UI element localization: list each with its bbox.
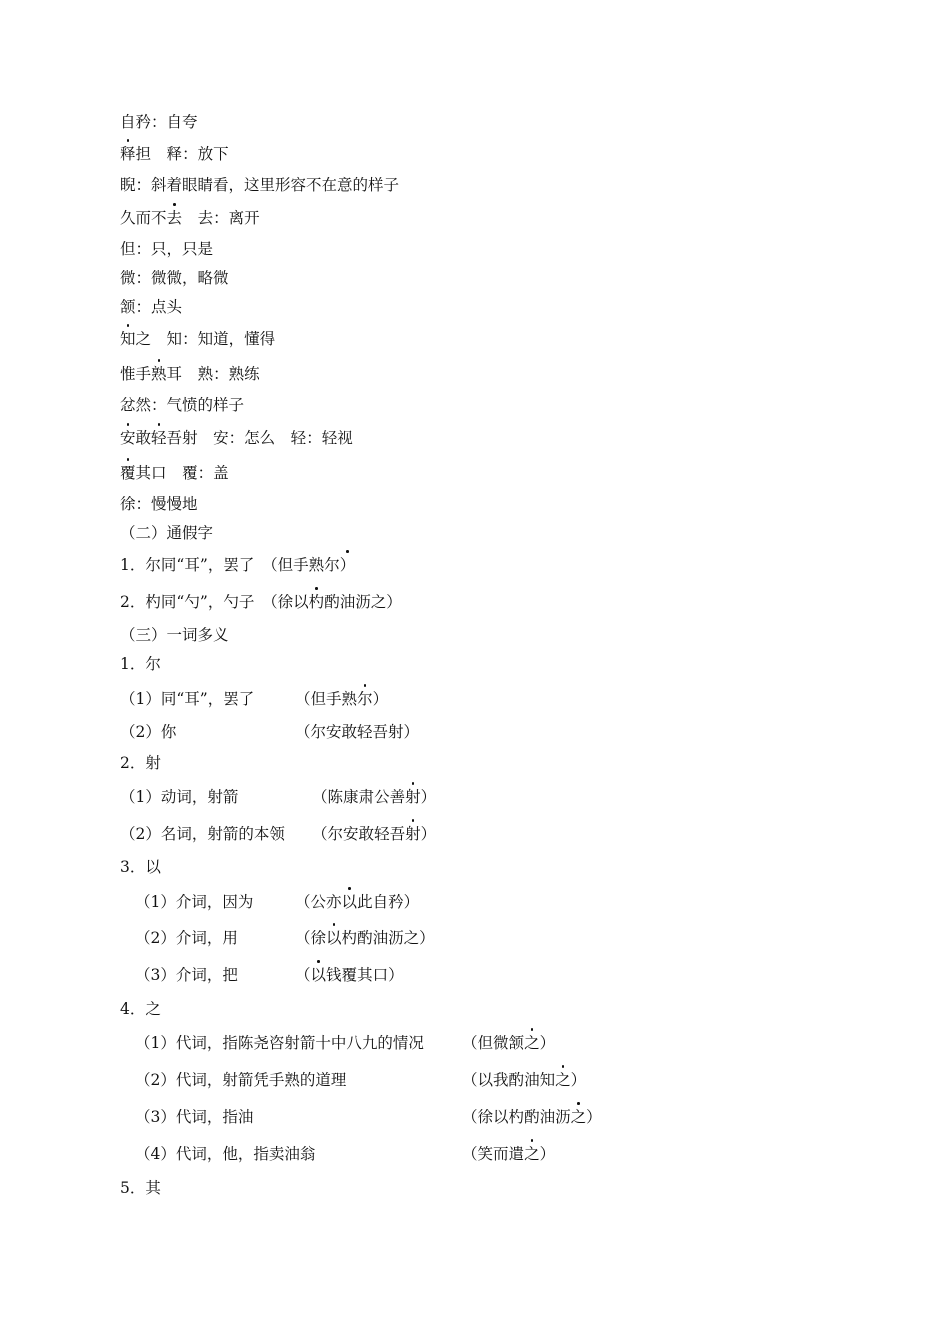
char: 知 [166,330,183,348]
char: （ [295,966,311,984]
char: 视 [337,429,353,447]
char: 子 [238,593,255,611]
emphasis-dot-char: 之 [555,1071,571,1089]
meaning-label: （3）代词，指油 [135,1108,254,1126]
emphasis-dot-char: 安 [120,429,136,447]
char: （ [462,1034,478,1052]
char: 盖 [213,464,229,482]
char: 徐 [277,593,294,611]
char: 徐 [477,1108,494,1126]
section-heading: （二）通假字 [120,524,214,542]
char: 杓 [508,1108,525,1126]
char: 油 [524,1071,540,1089]
char [167,464,183,482]
char: ， [207,556,224,574]
char: 善 [389,788,406,806]
emphasis-dot-char: 射 [405,788,421,806]
meaning-label: （1）动词，射箭 [120,788,239,806]
char: ） [386,593,402,611]
char: 但 [477,1034,494,1052]
char [151,145,167,163]
char: 而 [135,209,152,227]
emphasis-dot-char: 射 [405,825,421,843]
polysemy-word: 3．以 [120,858,161,876]
example-quote [295,689,388,709]
vocab-line: 睨：斜着眼睛看，这里形容不在意的样子 [120,176,400,194]
char: 但 [277,556,294,574]
char: （ [462,1071,478,1089]
char: 油 [339,593,356,611]
emphasis-dot-char: 之 [570,1108,587,1126]
char: ： [182,330,198,348]
char: （ [295,929,311,947]
char: 之 [370,593,387,611]
char: 手 [326,690,342,708]
char: 钱 [326,966,342,984]
char: 怎 [244,429,260,447]
char: 手 [293,556,309,574]
char: “ [176,556,185,574]
char: 公 [374,788,390,806]
char: 练 [244,365,260,383]
char: 惟 [120,365,136,383]
example-quote: （尔安敢轻吾射） [295,723,420,741]
vocab-line: 微：微微，略微 [120,269,229,287]
char: 肃 [358,788,375,806]
char: 酌 [524,1108,540,1126]
char: 此 [357,893,373,911]
char: 油 [372,929,389,947]
vocab-line: 但：只，只是 [120,240,214,258]
char: 久 [120,209,136,227]
meaning-label: （2）代词，射箭凭手熟的道理 [135,1071,347,1089]
meaning-label: （4）代词，他，指卖油翁 [135,1145,316,1163]
char: 知 [539,1071,556,1089]
char: 油 [539,1108,556,1126]
example-quote [462,1107,602,1127]
section-heading: （三）一词多义 [120,626,229,644]
emphasis-dot-char: 知 [120,330,136,348]
char: 轻 [374,825,390,843]
char: ． [129,556,146,574]
emphasis-dot-char: 之 [524,1034,540,1052]
char: 下 [213,145,229,163]
char: 了 [238,556,255,574]
example-quote [295,928,435,948]
char: 得 [259,330,276,348]
char: 徐 [310,929,327,947]
char: 微 [493,1034,509,1052]
polysemy-word: 2．射 [120,754,161,772]
char [151,330,167,348]
char: ： [182,145,198,163]
char: 熟 [341,690,358,708]
char: 熟 [308,556,325,574]
char: 么 [259,429,276,447]
char: 射 [182,429,198,447]
char: ， [228,330,245,348]
char: 敢 [358,825,375,843]
char: 离 [228,209,245,227]
char: 释 [166,145,183,163]
char: 杓 [341,929,358,947]
meaning-label: （2）你 [120,723,177,741]
char: 熟 [197,365,214,383]
char: 罢 [223,556,239,574]
char: 去 [197,209,214,227]
example-quote [462,1144,555,1164]
example-quote [462,1070,586,1090]
char: 遣 [508,1145,525,1163]
polysemy-word: 5．其 [120,1179,161,1197]
vocab-line: 颔：点头 [120,298,183,316]
char: “ [176,593,185,611]
char: 放 [197,145,214,163]
meaning-label: （1）代词，指陈尧咨射箭十中八九的情况 [135,1034,424,1052]
char: （ [462,1145,478,1163]
char: 以 [493,1108,509,1126]
char: 覆 [182,464,198,482]
meaning-label: （2）名词，射箭的本领 [120,825,285,843]
char: 熟 [228,365,245,383]
char: 尔 [324,556,340,574]
char: 矜 [388,893,404,911]
meaning-label: （1）同“耳”，罢了 [120,690,255,708]
char: 吾 [166,429,183,447]
char: 懂 [244,330,260,348]
char: 轻 [321,429,338,447]
char: 公 [310,893,327,911]
char: 手 [135,365,152,383]
char: 勺 [223,593,239,611]
meaning-label: （3）介词，把 [135,966,238,984]
char: ） [539,1145,556,1163]
char: 勺 [184,593,200,611]
char: 但 [310,690,327,708]
vocab-line [120,208,260,228]
char: 酌 [508,1071,525,1089]
char: 之 [135,330,152,348]
char: ） [420,825,437,843]
char: ： [306,429,322,447]
char: 2 [120,593,130,611]
char: 尔 [327,825,344,843]
char: 耳 [166,365,183,383]
char: ” [199,556,208,574]
char: （ [462,1108,478,1126]
char: 同 [160,593,177,611]
char: 耳 [184,556,200,574]
char: 同 [160,556,177,574]
char: （ [295,893,311,911]
char: 口 [372,966,389,984]
char: （ [269,556,278,574]
char [198,429,214,447]
char: ） [403,893,420,911]
char: 敢 [135,429,152,447]
char: ： [213,209,229,227]
char: 1 [120,556,130,574]
char: 以 [293,593,309,611]
char: ） [420,788,437,806]
char: 开 [244,209,260,227]
emphasis-dot-char: 尔 [357,690,373,708]
char: ） [419,929,435,947]
char [275,429,291,447]
example-quote [462,1033,555,1053]
char: 亦 [326,893,342,911]
char: （ [295,690,311,708]
char: 自 [372,893,389,911]
char: 安 [343,825,359,843]
char: 而 [493,1145,509,1163]
char: 以 [477,1071,494,1089]
emphasis-dot-char: 杓 [308,593,325,611]
char: 酌 [357,929,373,947]
example-quote [295,965,404,985]
char: 杓 [145,593,161,611]
char: ． [129,593,146,611]
vocab-line [120,364,260,384]
polysemy-word: 1．尔 [120,655,161,673]
char [254,556,270,574]
vocab-line: 忿然：气愤的样子 [120,396,245,414]
emphasis-dot-char: 释 [120,145,136,163]
char: ） [570,1071,587,1089]
char: 沥 [355,593,371,611]
emphasis-dot-char: 之 [524,1145,540,1163]
char: 陈 [327,788,344,806]
char: 笑 [477,1145,494,1163]
example-quote [312,824,436,844]
char: （ [312,788,328,806]
vocab-line [120,428,353,448]
meaning-label: （1）介词，因为 [135,893,254,911]
char: 尔 [145,556,161,574]
char: ） [388,966,404,984]
char: ： [228,429,245,447]
char: 沥 [388,929,404,947]
emphasis-dot-char: 以 [341,893,358,911]
char [182,209,198,227]
char: （ [312,825,328,843]
char: ） [586,1108,602,1126]
emphasis-dot-char: 熟 [151,365,167,383]
emphasis-dot-char: 轻 [151,429,167,447]
meaning-label: （2）介词，用 [135,929,238,947]
emphasis-dot-char: 去 [166,209,183,227]
example-quote [312,787,436,807]
char: 口 [151,464,167,482]
emphasis-dot-char: 以 [310,966,327,984]
char: ） [539,1034,556,1052]
vocab-line [120,329,275,349]
char: 其 [135,464,152,482]
char [254,593,270,611]
char: 轻 [290,429,307,447]
char: 吾 [389,825,406,843]
char: 沥 [555,1108,571,1126]
char: ： [213,365,229,383]
char: 安 [213,429,229,447]
char [182,365,198,383]
char: ” [199,593,208,611]
example-quote [295,892,419,912]
char: ） [372,690,389,708]
char: 担 [135,145,152,163]
char: 道 [213,330,229,348]
emphasis-dot-char: 覆 [120,464,136,482]
char: （ [269,593,278,611]
char: 覆 [341,966,358,984]
vocab-line: 自矜：自夸 [120,113,198,131]
vocab-line [120,463,229,483]
char: 我 [493,1071,509,1089]
emphasis-dot-char: 以 [326,929,342,947]
char: 知 [197,330,214,348]
char: ， [207,593,224,611]
char: ： [197,464,214,482]
char: 不 [151,209,167,227]
char: 其 [357,966,373,984]
vocab-line [120,144,229,164]
char: 之 [403,929,420,947]
vocab-line: 徐：慢慢地 [120,495,198,513]
polysemy-word: 4．之 [120,1000,161,1018]
emphasis-dot-char: ） [339,556,356,574]
char: 酌 [324,593,340,611]
char: 颔 [508,1034,525,1052]
tongjia-item [120,555,355,575]
char: 康 [343,788,359,806]
tongjia-item [120,592,402,612]
